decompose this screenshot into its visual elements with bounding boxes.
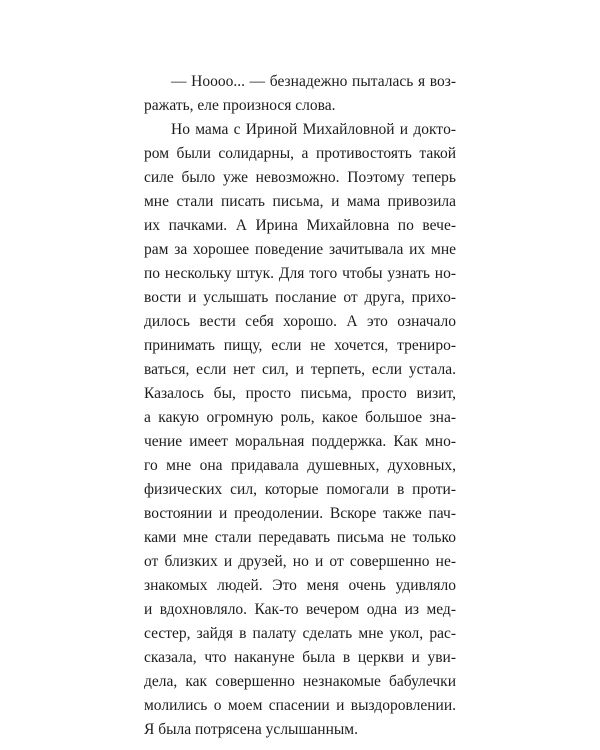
text-line: силе было уже невозможно. Поэтому теперь <box>144 169 456 186</box>
text-line: по нескольку штук. Для того чтобы узнать но- <box>144 265 456 282</box>
text-line: а какую огромную роль, какое большое зна- <box>144 409 456 426</box>
text-line: дела, как совершенно незнакомые бабулечки <box>144 673 456 690</box>
text-line: и вдохновляло. Как-то вечером одна из мед- <box>144 601 456 618</box>
text-line: молились о моем спасении и выздоровлении. <box>144 697 456 714</box>
text-line: сестер, зайдя в палату сделать мне укол, рас- <box>144 625 456 642</box>
text-line: Но мама с Ириной Михайловной и доктo- <box>171 121 456 138</box>
text-line: физических сил, которые помогали в проти- <box>144 481 456 498</box>
text-line: знакомых людей. Это меня очень удивляло <box>144 577 456 594</box>
text-line: рам за хорошее поведение зачитывала их мне <box>144 241 456 258</box>
text-line: принимать пищу, если не хочется, трениро- <box>144 337 456 354</box>
text-line: сказала, что накануне была в церкви и уви- <box>144 649 456 666</box>
text-line: ваться, если нет сил, и терпеть, если устала. <box>144 361 456 378</box>
text-line: Я была потрясена услышанным. <box>144 721 358 738</box>
text-line: Казалось бы, просто письма, просто визит, <box>144 385 456 402</box>
text-line: ками мне стали передавать письма не только <box>144 529 456 546</box>
text-line: от близких и друзей, но и от совершенно не- <box>144 553 456 570</box>
text-line: чение имеет моральная поддержка. Как мно- <box>144 433 456 450</box>
text-line: мне стали писать письма, и мама привозила <box>144 193 456 210</box>
text-line: востоянии и преодолении. Вскоре также пач- <box>144 505 456 522</box>
text-line: ром были солидарны, а противостоять такой <box>144 145 456 162</box>
text-line: го мне она придавала душевных, духовных, <box>144 457 456 474</box>
text-line: — Ноооо... — безнадежно пыталась я воз- <box>171 73 456 90</box>
text-line: ражать, еле произнося слова. <box>144 97 336 114</box>
text-line: дилось вести себя хорошо. А это означало <box>144 313 456 330</box>
text-line: их пачками. А Ирина Михайловна по вече- <box>144 217 456 234</box>
text-line: вости и услышать послание от друга, прихо- <box>144 289 456 306</box>
